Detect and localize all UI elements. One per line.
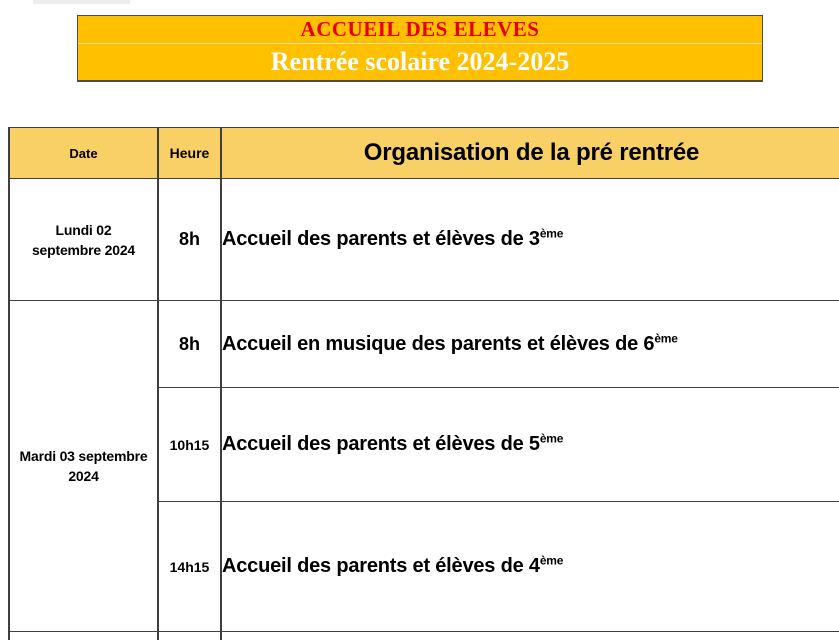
activity-text: Accueil en musique des parents et élèves de 6 <box>222 332 655 355</box>
ordinal-suffix: ème <box>539 553 564 568</box>
activity-cell <box>221 502 839 632</box>
banner-title: ACCUEIL DES ELEVES <box>78 16 762 44</box>
table-row-partial <box>9 632 839 640</box>
time-cell: 8h <box>158 301 221 388</box>
activity-cell <box>221 301 839 388</box>
date-cell-lundi <box>9 179 158 301</box>
date-cell-mardi <box>9 301 158 632</box>
table-row-lundi-8h <box>9 179 839 301</box>
time-cell: 14h15 <box>158 502 221 632</box>
column-header-date: Date <box>9 128 158 179</box>
table-row-mardi-8h <box>9 301 839 388</box>
activity-text: Accueil des parents et élèves de 4 <box>222 555 540 577</box>
cropped-image-edge <box>33 0 130 4</box>
table-header-row <box>9 128 839 179</box>
column-header-heure: Heure <box>158 128 221 179</box>
date-line-1: Mardi 03 septembre <box>19 448 148 464</box>
date-line-2: 2024 <box>68 468 99 484</box>
ordinal-suffix: ème <box>539 431 564 446</box>
schedule-table <box>8 127 839 640</box>
time-cell-empty <box>158 632 221 640</box>
banner-subtitle: Rentrée scolaire 2024-2025 <box>270 47 570 76</box>
activity-cell-empty <box>221 632 839 640</box>
activity-cell <box>221 388 839 502</box>
schedule-table-container <box>8 127 839 640</box>
date-cell-empty <box>9 632 158 640</box>
column-header-organisation: Organisation de la pré rentrée <box>221 128 839 179</box>
date-line-1: Lundi 02 <box>55 221 112 238</box>
activity-text: Accueil des parents et élèves de 5 <box>222 433 540 455</box>
activity-text: Accueil des parents et élèves de 3 <box>222 228 540 250</box>
time-cell: 8h <box>158 179 221 301</box>
date-line-2: septembre 2024 <box>31 241 136 258</box>
activity-cell <box>221 179 839 301</box>
ordinal-suffix: ème <box>539 226 564 241</box>
time-cell: 10h15 <box>158 388 221 502</box>
banner <box>77 15 763 82</box>
ordinal-suffix: ème <box>654 330 678 345</box>
